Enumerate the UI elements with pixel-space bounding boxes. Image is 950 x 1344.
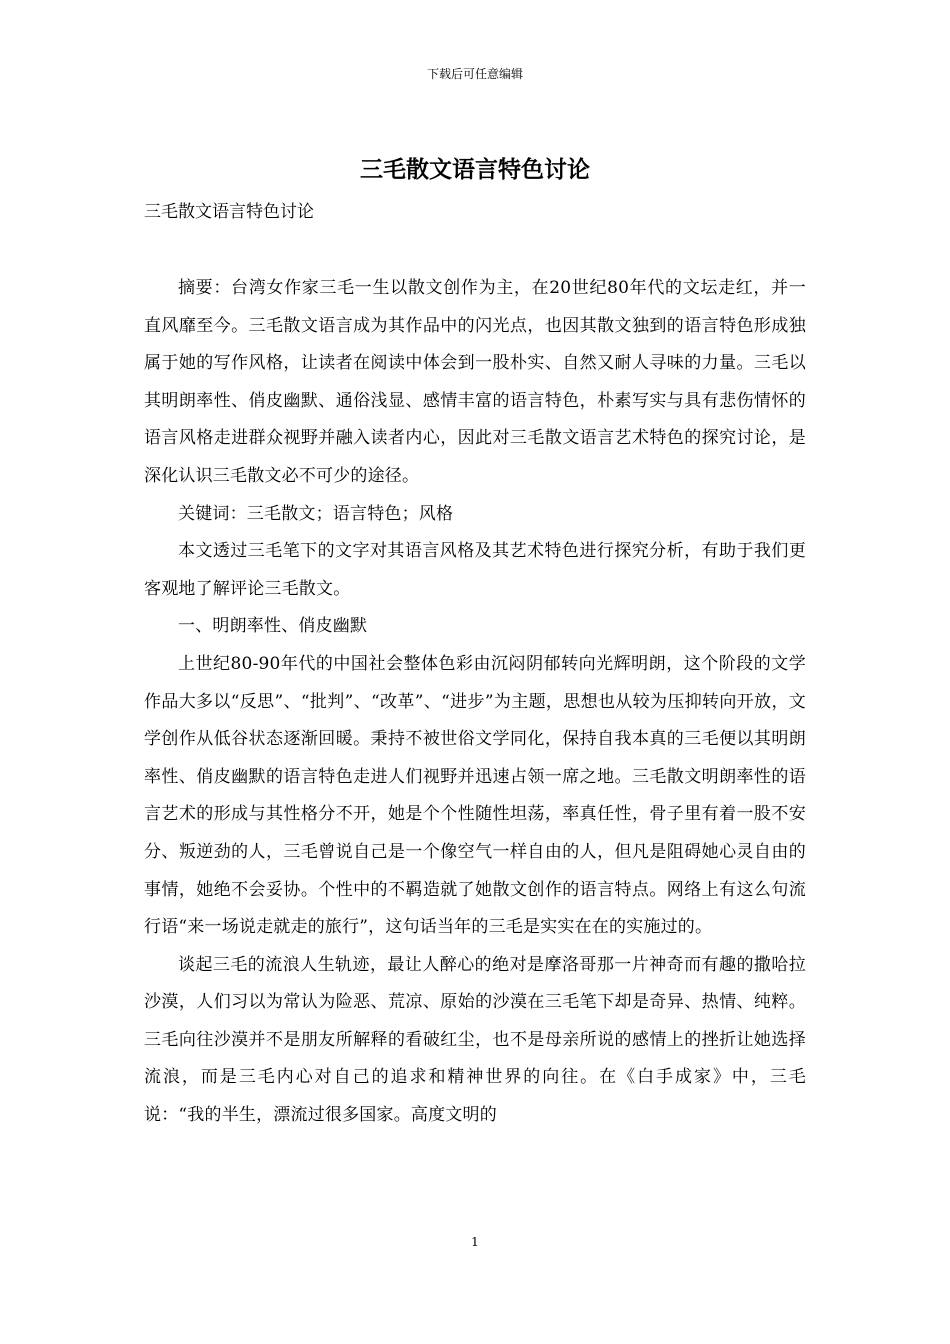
abstract-paragraph: 摘要：台湾女作家三毛一生以散文创作为主，在20世纪80年代的文坛走红，并一直风靡至今。三毛散文语言成为其作品中的闪光点，也因其散文独到的语言特色形成独属于她的写作风格，让读者在阅读中体会到一股朴实、自然又耐人寻味的力量。三毛以其明朗率性、俏皮幽默、通俗浅显、感情丰富的语言特色，朴素写实与具有悲伤情怀的语言风格走进群众视野并融入读者内心，因此对三毛散文语言艺术特色的探究讨论，是深化认识三毛散文必不可少的途径。 — [144, 278, 806, 486]
header-note: 下载后可任意编辑 — [426, 67, 523, 81]
document-title: 三毛散文语言特色讨论 — [360, 156, 590, 183]
section-heading: 一、明朗率性、俏皮幽默 — [178, 616, 368, 637]
body-paragraph: 上世纪80-90年代的中国社会整体色彩由沉闷阴郁转向光辉明朗，这个阶段的文学作品大多以“反思”、“批判”、“改革”、“进步”为主题，思想也从较为压抑转向开放，文学创作从低谷状态逐渐回暖。秉持不被世俗文学同化，保持自我本真的三毛便以其明朗率性、俏皮幽默的语言特色走进人们视野并迅速占领一席之地。三毛散文明朗率性的语言艺术的形成与其性格分不开，她是个个性随性坦荡，率真任性，骨子里有着一股不安分、叛逆劲的人，三毛曾说自己是一个像空气一样自由的人，但凡是阻碍她心灵自由的事情，她绝不会妥协。个性中的不羁造就了她散文创作的语言特点。网络上有这么句流行语“来一场说走就走的旅行”，这句话当年的三毛是实实在在的实施过的。 — [144, 653, 806, 938]
page-number: 1 — [471, 1235, 479, 1249]
intro-paragraph: 本文透过三毛笔下的文字对其语言风格及其艺术特色进行探究分析，有助于我们更客观地了解评论三毛散文。 — [144, 541, 806, 599]
document-subtitle: 三毛散文语言特色讨论 — [144, 202, 314, 222]
document-body — [144, 270, 806, 1135]
body-paragraph: 谈起三毛的流浪人生轨迹，最让人醉心的绝对是摩洛哥那一片神奇而有趣的撒哈拉沙漠，人们习以为常认为险恶、荒凉、原始的沙漠在三毛笔下却是奇异、热情、纯粹。三毛向往沙漠并不是朋友所解释的看破红尘，也不是母亲所说的感情上的挫折让她选择流浪，而是三毛内心对自己的追求和精神世界的向往。在《白手成家》中，三毛说：“我的半生，漂流过很多国家。高度文明的 — [144, 954, 806, 1126]
keywords-paragraph: 关键词：三毛散文；语言特色；风格 — [178, 503, 454, 524]
